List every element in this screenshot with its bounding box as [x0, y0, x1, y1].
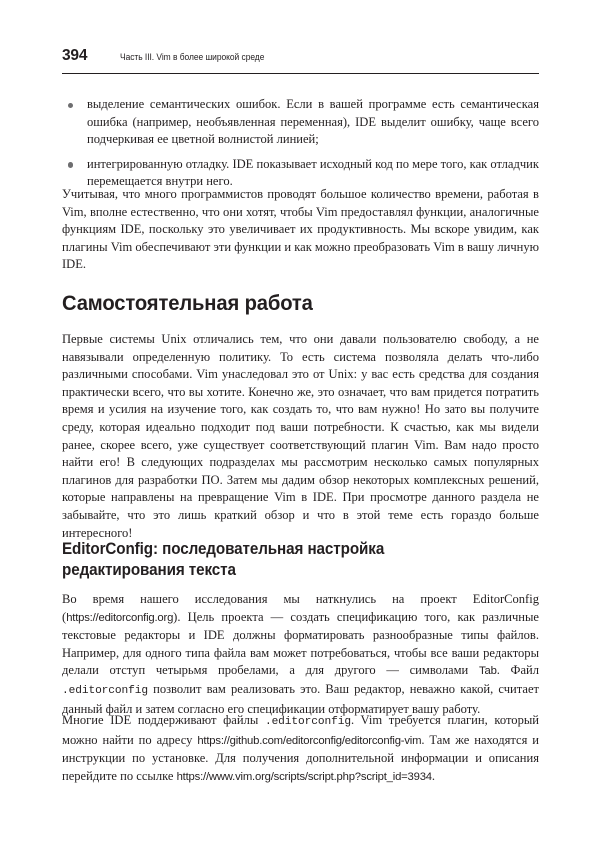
code-token-editorconfig-file: .editorconfig — [264, 716, 351, 728]
paragraph-block-intro — [62, 186, 539, 274]
code-token-editorconfig-file: .editorconfig — [62, 684, 148, 697]
list-item-text: интегрированную отладку. IDE показывает исходный код по мере того, как отладчик перемещается внутри него. — [87, 156, 539, 189]
paragraph-plugin — [62, 712, 539, 786]
text-run: позволит вам реализовать это. Ваш редактор, неважно какой, считает данный файл и затем согласно его спецификации отформатирует вашу работу. — [62, 681, 539, 716]
page-title: Самостоятельная работа — [62, 291, 313, 315]
bullet-dot-icon — [68, 103, 73, 108]
list-item-text: выделение семантических ошибок. Если в вашей программе есть семантическая ошибка (например, необъявленная переменная), IDE выделит ошибку, чаще всего подчеркивая ее цветной волнистой линией; — [87, 97, 539, 147]
text-run: Многие IDE поддерживают файлы — [62, 713, 265, 727]
section-heading-line2: редактирования текста — [62, 560, 236, 579]
bullet-list — [62, 96, 539, 191]
text-run: . Файл — [496, 663, 539, 678]
text-run: . Там же находятся и инструкции по установке. Для получения дополнительной информации и описания перейдите по ссылке — [62, 732, 540, 783]
page-number: 394 — [62, 47, 88, 64]
header-rule — [62, 73, 539, 74]
text-run: . Vim требуется плагин, который можно найти по адресу — [62, 713, 539, 747]
paragraph-unix: Первые системы Unix отличались тем, что они давали пользователю свободу, а не навязывали определенную политику. То есть система позволяла делать что-либо различными способами. Vim унаследовал это от Unix: у вас есть средства для создания практически всего, что вы хотите. Конечно же, это означает, что вам придется потратить время и усилия на изучение того, как создать то, что вам нужно! Но зато вы получите среду, которая идеально подходит под ваши потребности. К счастью, как мы видели ранее, скорее всего, уже существует соответствующий плагин Vim. Вам надо просто найти его! В следующих подразделах мы рассмотрим несколько самых популярных плагинов для разработки ПО. Затем мы дадим обзор некоторых комплексных решений, которые направлены на превращение Vim в IDE. При просмотре данного раздела не забывайте, что это лишь краткий обзор и что в этой теме есть гораздо больше интересного! — [62, 332, 539, 540]
link-github-editorconfig-vim[interactable]: https://github.com/editorconfig/editorconfig-vim — [197, 734, 422, 747]
text-run: Во время нашего исследования мы наткнулись на проект EditorConfig ( — [62, 592, 539, 624]
running-header — [62, 47, 539, 69]
heading-block-sub — [62, 539, 539, 580]
text-run: ). Цель проекта — создать спецификацию того, как различные текстовые редакторы и IDE должны форматировать разнообразные типы файлов. Например, для одного типа файла вам может потребоваться, чтобы все ваши редакторы делали отступ четырьмя пробелами, а для другого — символами — [62, 609, 539, 678]
running-head-title: Часть III. Vim в более широкой среде — [120, 52, 265, 63]
key-token-tab: Tab — [478, 665, 497, 678]
link-vim-org-script[interactable]: https://www.vim.org/scripts/script.php?script_id=3934 — [176, 770, 432, 783]
list-item — [62, 96, 539, 149]
paragraph-block-unix — [62, 331, 539, 542]
heading-block-main — [62, 291, 539, 316]
bullet-dot-icon — [68, 162, 73, 167]
paragraph-block-editorconfig — [62, 591, 539, 718]
section-heading — [62, 539, 510, 580]
section-heading-line1: EditorConfig: последовательная настройка — [62, 540, 385, 558]
paragraph-intro: Учитывая, что много программистов проводят большое количество времени, работая в Vim, вполне естественно, что они хотят, чтобы Vim предоставлял функции, аналогичные функциям IDE, поскольку это увеличивает их продуктивность. Мы вскоре увидим, как плагины Vim обеспечивают эти функции и как можно преобразовать Vim в вашу личную IDE. — [62, 187, 539, 272]
paragraph-editorconfig — [62, 591, 539, 718]
paragraph-block-plugin — [62, 712, 539, 786]
link-editorconfig-org[interactable]: https://editorconfig.org — [66, 611, 174, 624]
text-run: . — [431, 768, 436, 783]
